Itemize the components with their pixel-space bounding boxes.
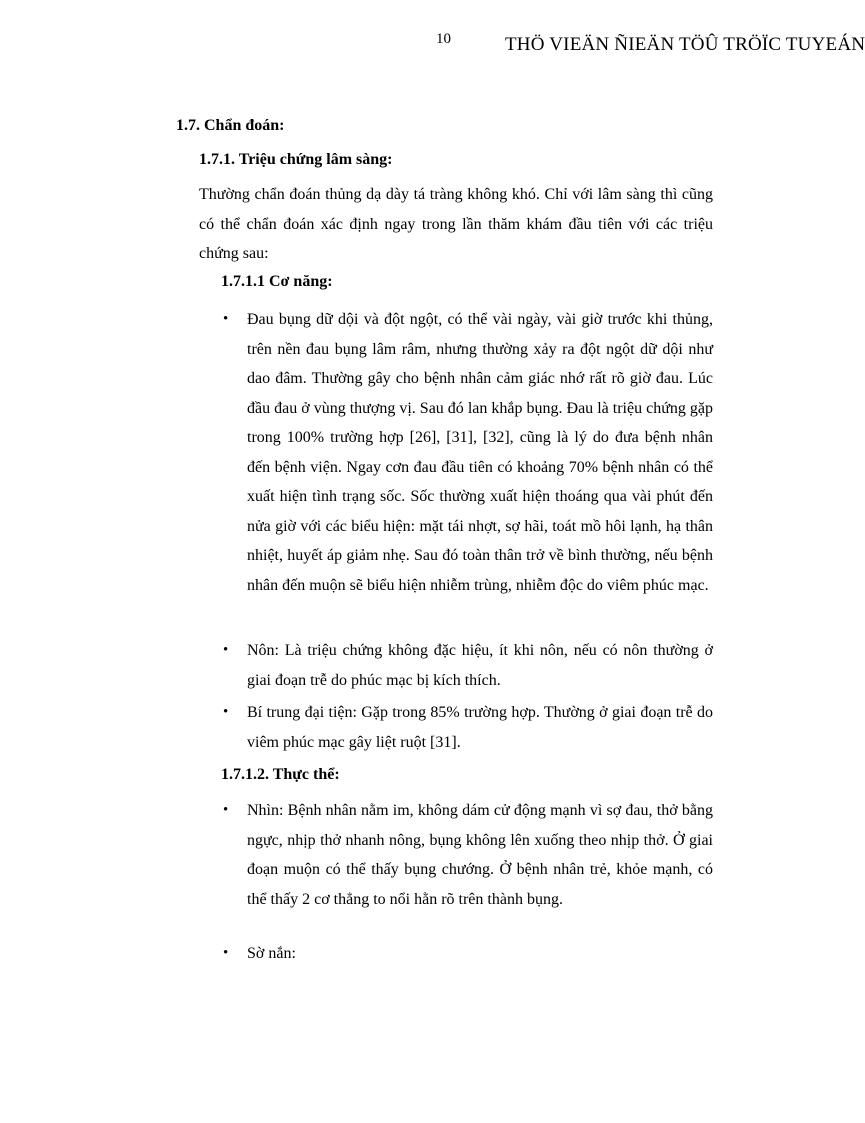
running-header: THÖ VIEÄN ÑIEÄN TÖÛ TRÖÏC TUYEÁN (505, 34, 865, 55)
bullet-icon: • (223, 704, 229, 720)
list-item-text: Nhìn: Bệnh nhân nằm im, không dám cử động mạnh vì sợ đau, thở bằng ngực, nhịp thở nhanh nông, bụng không lên xuống theo nhịp thở. Ở giai đoạn muộn có thể thấy bụng chướng. Ở bệnh nhân trẻ, khỏe mạnh, có thể thấy 2 cơ thẳng to nổi hằn rõ trên thành bụng. (247, 802, 713, 908)
list-item-text: Sờ nắn: (247, 945, 296, 962)
list-item (223, 939, 713, 969)
subsubsection-heading-thuc-the: 1.7.1.2. Thực thể: (221, 766, 340, 783)
subsubsection-heading-co-nang: 1.7.1.1 Cơ năng: (221, 273, 333, 290)
list-item (223, 305, 713, 600)
bullet-icon: • (223, 642, 229, 658)
list-item (223, 796, 713, 914)
subsection-heading: 1.7.1. Triệu chứng lâm sàng: (199, 151, 393, 168)
list-item (223, 636, 713, 695)
bullet-icon: • (223, 311, 229, 327)
list-item-text: Đau bụng dữ dội và đột ngột, có thể vài ngày, vài giờ trước khi thủng, trên nền đau bụng lâm râm, nhưng thường xảy ra đột ngột dữ dội như dao đâm. Thường gây cho bệnh nhân cảm giác nhớ rất rõ giờ đau. Lúc đầu đau ở vùng thượng vị. Sau đó lan khắp bụng. Đau là triệu chứng gặp trong 100% trường hợp [26], [31], [32], cũng là lý do đưa bệnh nhân đến bệnh viện. Ngay cơn đau đầu tiên có khoảng 70% bệnh nhân có thể xuất hiện tình trạng sốc. Sốc thường xuất hiện thoáng qua vài phút đến nửa giờ với các biểu hiện: mặt tái nhợt, sợ hãi, toát mồ hôi lạnh, hạ thân nhiệt, huyết áp giảm nhẹ. Sau đó toàn thân trở về bình thường, nếu bệnh nhân đến muộn sẽ biểu hiện nhiễm trùng, nhiễm độc do viêm phúc mạc. (247, 311, 713, 594)
list-item-text: Bí trung đại tiện: Gặp trong 85% trường hợp. Thường ở giai đoạn trễ do viêm phúc mạc gây liệt ruột [31]. (247, 704, 713, 751)
section-heading: 1.7. Chẩn đoán: (176, 117, 285, 134)
intro-paragraph: Thường chẩn đoán thủng dạ dày tá tràng không khó. Chỉ với lâm sàng thì cũng có thể chẩn đoán xác định ngay trong lần thăm khám đầu tiên với các triệu chứng sau: (199, 186, 713, 262)
list-item (223, 698, 713, 757)
bullet-icon: • (223, 802, 229, 818)
page-number: 10 (436, 31, 451, 47)
list-item-text: Nôn: Là triệu chứng không đặc hiệu, ít khi nôn, nếu có nôn thường ở giai đoạn trễ do phúc mạc bị kích thích. (247, 642, 713, 689)
bullet-icon: • (223, 945, 229, 961)
